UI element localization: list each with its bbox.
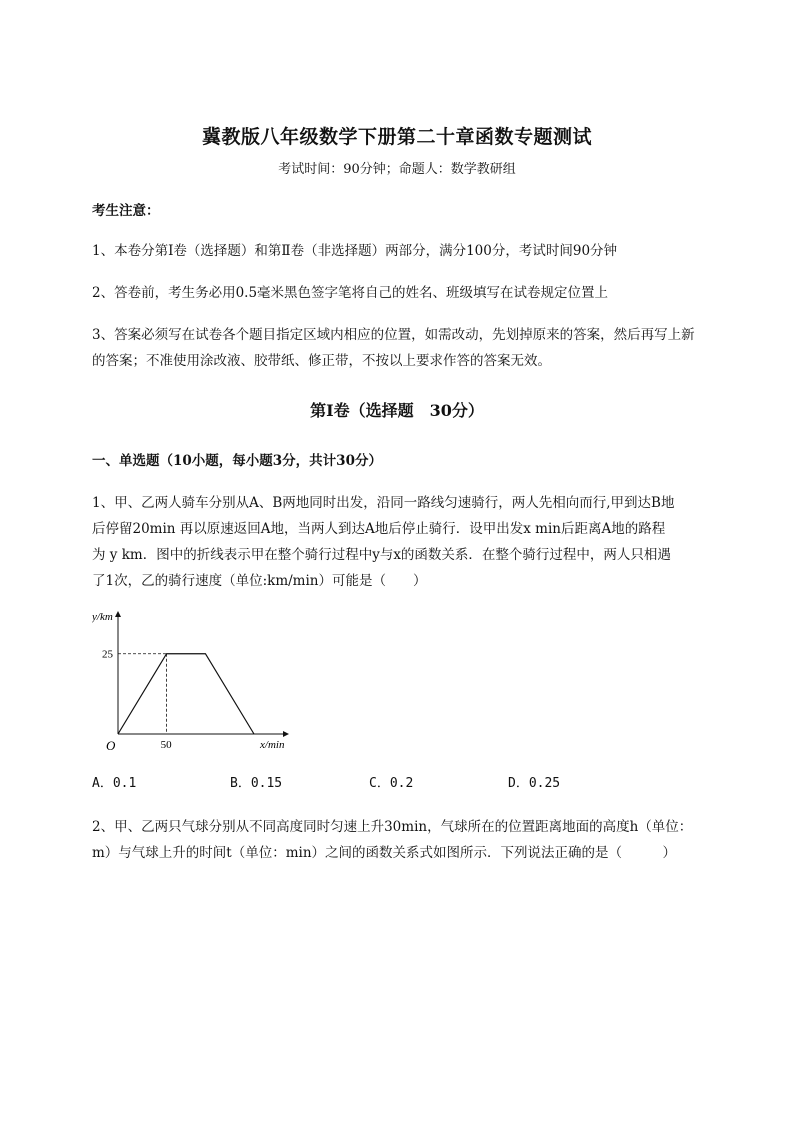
notice-item-3-line-2: 的答案；不准使用涂改液、胶带纸、修正带，不按以上要求作答的答案无效。 <box>92 353 551 369</box>
notice-item-1: 1、本卷分第Ⅰ卷（选择题）和第Ⅱ卷（非选择题）两部分，满分100分，考试时间90分钟 <box>92 243 618 259</box>
q1-option-d[interactable]: D．0.25 <box>508 776 561 791</box>
notice-item-2: 2、答卷前，考生务必用0.5毫米黑色签字笔将自己的姓名、班级填写在试卷规定位置上 <box>92 285 609 301</box>
part-heading: 一、单选题（10小题，每小题3分，共计30分） <box>92 453 382 469</box>
q1-graph <box>92 606 302 756</box>
q1-line-3: 为 y km．图中的折线表示甲在整个骑行过程中y与x的函数关系．在整个骑行过程中，两人只相遇 <box>92 547 671 563</box>
q1-option-c[interactable]: C．0.2 <box>369 776 414 791</box>
q2-line-2: m）与气球上升的时间t（单位：min）之间的函数关系式如图所示．下列说法正确的是（ ） <box>92 845 677 861</box>
origin-label: O <box>106 738 116 753</box>
exam-title: 冀教版八年级数学下册第二十章函数专题测试 <box>201 126 592 148</box>
q1-line-1: 1、甲、乙两人骑车分别从A、B两地同时出发，沿同一路线匀速骑行，两人先相向而行,甲到达B地 <box>92 495 675 511</box>
q2-line-1: 2、甲、乙两只气球分别从不同高度同时匀速上升30min，气球所在的位置距离地面的高度h（单位： <box>92 819 693 835</box>
exam-subtitle: 考试时间：90分钟；命题人：数学教研组 <box>278 162 516 177</box>
q1-option-a[interactable]: A．0.1 <box>92 776 137 791</box>
y-axis-label: y/km <box>92 611 113 623</box>
distance-polyline <box>118 654 254 734</box>
q1-option-b[interactable]: B．0.15 <box>230 776 283 791</box>
x-axis-label: x/min <box>260 739 285 751</box>
notice-item-3-line-1: 3、答案必须写在试卷各个题目指定区域内相应的位置，如需改动，先划掉原来的答案，然后再写上新 <box>92 327 695 343</box>
x-tick-label: 50 <box>160 739 172 751</box>
section-title: 第Ⅰ卷（选择题 30分） <box>310 401 484 420</box>
notice-heading: 考生注意： <box>92 203 160 219</box>
y-tick-label: 25 <box>102 648 113 661</box>
q1-line-4: 了1次，乙的骑行速度（单位:km/min）可能是（ ） <box>92 573 427 589</box>
q1-line-2: 后停留20min 再以原速返回A地，当两人到达A地后停止骑行．设甲出发x min后距离A地的路程 <box>92 521 666 537</box>
